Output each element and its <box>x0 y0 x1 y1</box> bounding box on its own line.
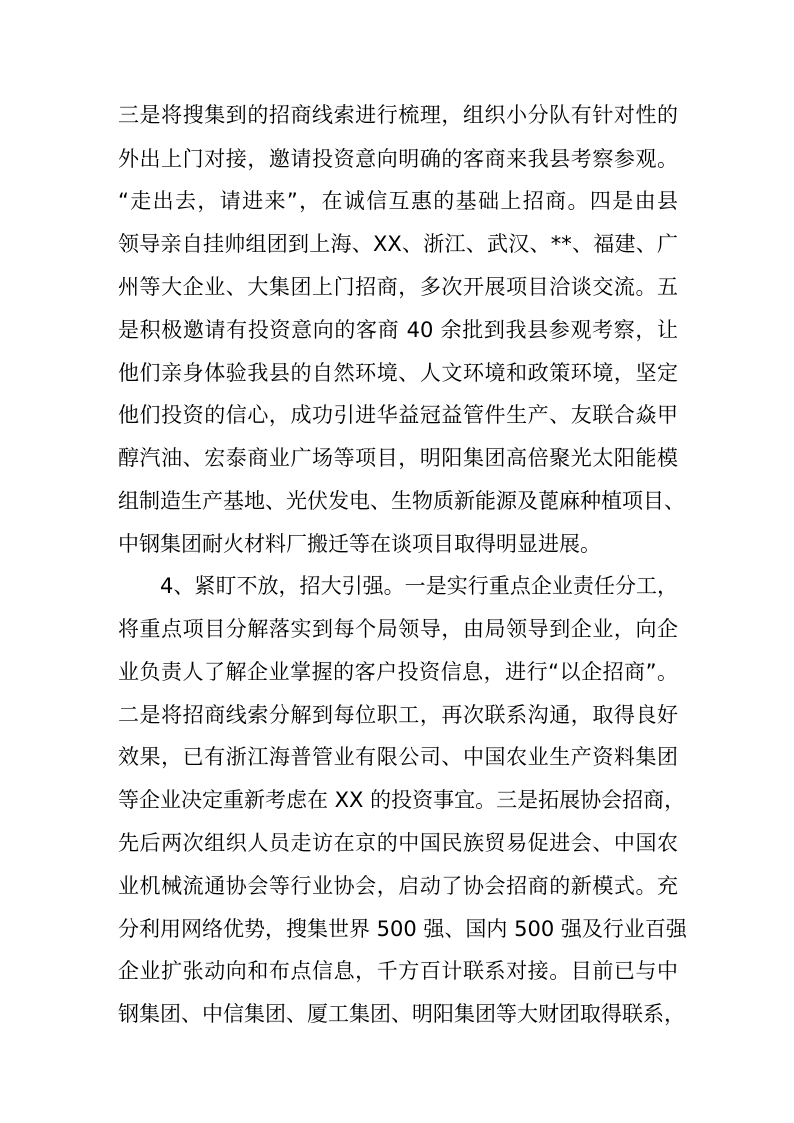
text-line: “走出去，请进来”，在诚信互惠的基础上招商。四是由县 <box>118 189 678 213</box>
text-line: 他们亲身体验我县的自然环境、人文环境和政策环境，坚定 <box>118 361 678 385</box>
text-line: 钢集团、中信集团、厦工集团、明阳集团等大财团取得联系， <box>118 1002 685 1026</box>
text-line: 4、紧盯不放，招大引强。一是实行重点企业责任分工， <box>160 574 678 598</box>
text-line: 企业扩张动向和布点信息，千方百计联系对接。目前已与中 <box>118 959 678 983</box>
text-line: 醇汽油、宏泰商业广场等项目，明阳集团高倍聚光太阳能模 <box>118 446 678 470</box>
text-line: 组制造生产基地、光伏发电、生物质新能源及蓖麻种植项目、 <box>118 489 685 513</box>
text-line: 等企业决定重新考虑在 XX 的投资事宜。三是拓展协会招商， <box>118 788 686 812</box>
text-line: 先后两次组织人员走访在京的中国民族贸易促进会、中国农 <box>118 831 678 855</box>
text-line: 州等大企业、大集团上门招商，多次开展项目洽谈交流。五 <box>118 275 678 299</box>
text-line: 业机械流通协会等行业协会，启动了协会招商的新模式。充 <box>118 874 678 898</box>
text-line: 效果，已有浙江海普管业有限公司、中国农业生产资料集团 <box>118 745 678 769</box>
text-line: 是积极邀请有投资意向的客商 40 余批到我县参观考察，让 <box>118 318 678 342</box>
text-line: 二是将招商线索分解到每位职工，再次联系沟通，取得良好 <box>118 703 678 727</box>
text-line: 领导亲自挂帅组团到上海、XX、浙江、武汉、**、福建、广 <box>118 232 678 256</box>
text-line: 将重点项目分解落实到每个局领导，由局领导到企业，向企 <box>118 617 678 641</box>
text-line: 他们投资的信心，成功引进华益冠益管件生产、友联合焱甲 <box>118 403 678 427</box>
text-line: 业负责人了解企业掌握的客户投资信息，进行“以企招商”。 <box>118 660 678 684</box>
text-line: 三是将搜集到的招商线索进行梳理，组织小分队有针对性的 <box>118 103 678 127</box>
text-line: 外出上门对接，邀请投资意向明确的客商来我县考察参观。 <box>118 147 678 171</box>
text-line: 中钢集团耐火材料厂搬迁等在谈项目取得明显进展。 <box>118 532 601 556</box>
text-line: 分利用网络优势，搜集世界 500 强、国内 500 强及行业百强 <box>118 917 687 941</box>
